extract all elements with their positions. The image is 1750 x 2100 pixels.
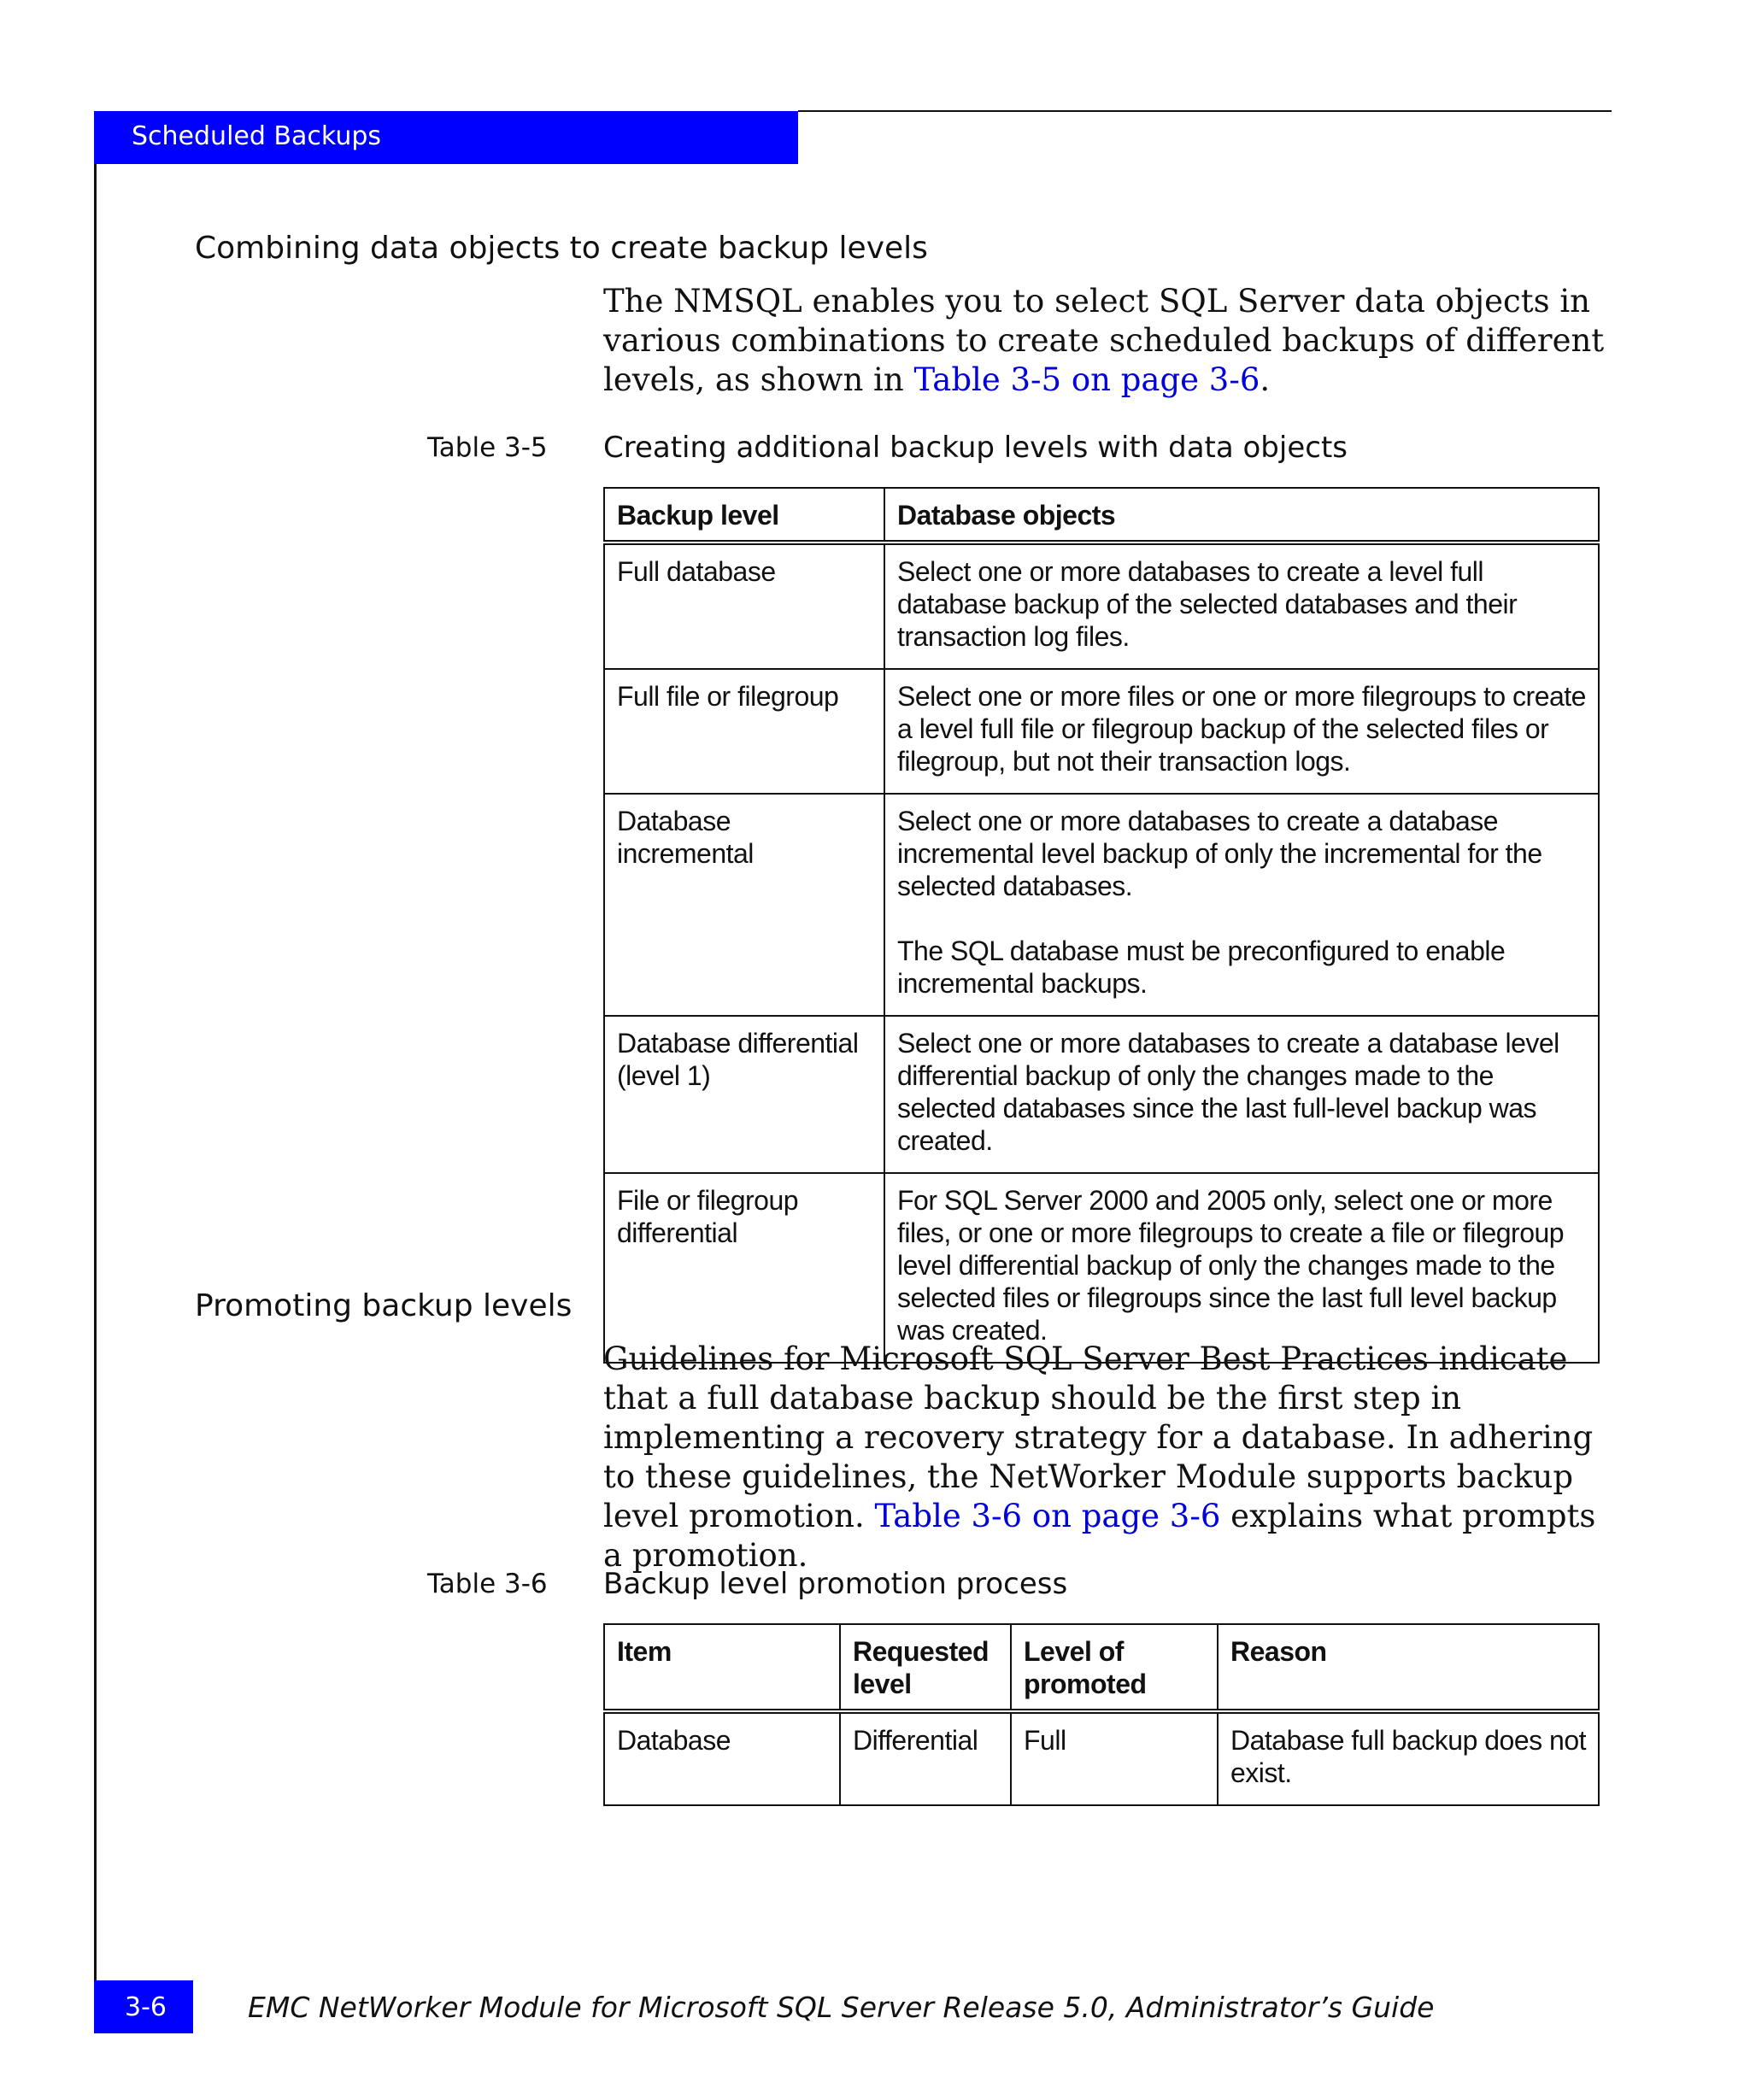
column-header-reason: Reason	[1218, 1624, 1599, 1711]
cell-requested-level: Differential	[840, 1711, 1011, 1805]
cell-database-objects: Select one or more databases to create a database level differential backup of only the changes made to the selected databases since the last full-level backup was created.	[884, 1016, 1599, 1173]
cell-item: Database	[604, 1711, 840, 1805]
table-3-6-label: Table 3-6	[427, 1569, 548, 1599]
cell-level-of-promoted: Full	[1011, 1711, 1218, 1805]
table-3-6-caption: Backup level promotion process	[603, 1567, 1068, 1601]
table-3-5-link[interactable]: Table 3-5 on page 3-6	[913, 361, 1260, 398]
column-header-item: Item	[604, 1624, 840, 1711]
header-title: Scheduled Backups	[132, 121, 382, 151]
table-header-row	[604, 1624, 1599, 1711]
table-header-row	[604, 488, 1599, 543]
intro-paragraph	[603, 282, 1612, 400]
table-row	[604, 669, 1599, 794]
table-row	[604, 1173, 1599, 1363]
table-row	[604, 1016, 1599, 1173]
column-header-database-objects: Database objects	[884, 488, 1599, 543]
page-number-box	[94, 1980, 193, 2033]
promotion-text: Guidelines for Microsoft SQL Server Best Practices indicate that a full database backup should be the first step in implementing a recovery strategy for a database. In adhering to these guidelines, the NetWorker Module supports backup level promotion.	[603, 1340, 1594, 1534]
cell-text: Select one or more databases to create a database incremental level backup of only the incremental for the selected databases.	[897, 806, 1542, 901]
page-number: 3-6	[125, 1992, 167, 2022]
table-3-5-label: Table 3-5	[427, 432, 548, 463]
cell-backup-level: File or filegroup differential	[604, 1173, 884, 1363]
cell-database-objects: Select one or more files or one or more filegroups to create a level full file or filegroup backup of the selected files or filegroup, but not their transaction logs.	[884, 669, 1599, 794]
promotion-text-end: explains what prompts a promotion.	[603, 1498, 1596, 1574]
cell-backup-level: Full file or filegroup	[604, 669, 884, 794]
table-3-6	[603, 1623, 1600, 1806]
cell-database-objects	[884, 794, 1599, 1016]
section-heading-promoting: Promoting backup levels	[195, 1288, 573, 1323]
cell-backup-level: Database incremental	[604, 794, 884, 1016]
promotion-paragraph	[603, 1340, 1612, 1575]
cell-backup-level: Full database	[604, 543, 884, 669]
cell-note: The SQL database must be preconfigured to enable incremental backups.	[897, 936, 1506, 999]
column-header-backup-level: Backup level	[604, 488, 884, 543]
table-row	[604, 1711, 1599, 1805]
intro-text-end: .	[1260, 361, 1271, 398]
column-header-requested-level: Requested level	[840, 1624, 1011, 1711]
table-row	[604, 543, 1599, 669]
header-bar	[94, 111, 798, 164]
section-heading-combining: Combining data objects to create backup levels	[195, 231, 928, 266]
table-3-5	[603, 487, 1600, 1364]
left-margin-rule	[94, 164, 97, 2032]
table-3-5-caption: Creating additional backup levels with data objects	[603, 431, 1348, 465]
column-header-level-of-promoted: Level of promoted	[1011, 1624, 1218, 1711]
cell-database-objects: For SQL Server 2000 and 2005 only, select one or more files, or one or more filegroups to create a file or filegroup level differential backup of only the changes made to the selected files or filegroups since the last full level backup was created.	[884, 1173, 1599, 1363]
table-3-6-link[interactable]: Table 3-6 on page 3-6	[874, 1498, 1221, 1534]
intro-text: The NMSQL enables you to select SQL Server data objects in various combinations to create scheduled backups of different levels, as shown in	[603, 283, 1605, 398]
table-row	[604, 794, 1599, 1016]
cell-reason: Database full backup does not exist.	[1218, 1711, 1599, 1805]
cell-backup-level: Database differential (level 1)	[604, 1016, 884, 1173]
footer-title: EMC NetWorker Module for Microsoft SQL Server Release 5.0, Administrator’s Guide	[248, 1991, 1435, 2024]
cell-database-objects: Select one or more databases to create a level full database backup of the selected databases and their transaction log files.	[884, 543, 1599, 669]
header-rule	[798, 110, 1612, 112]
